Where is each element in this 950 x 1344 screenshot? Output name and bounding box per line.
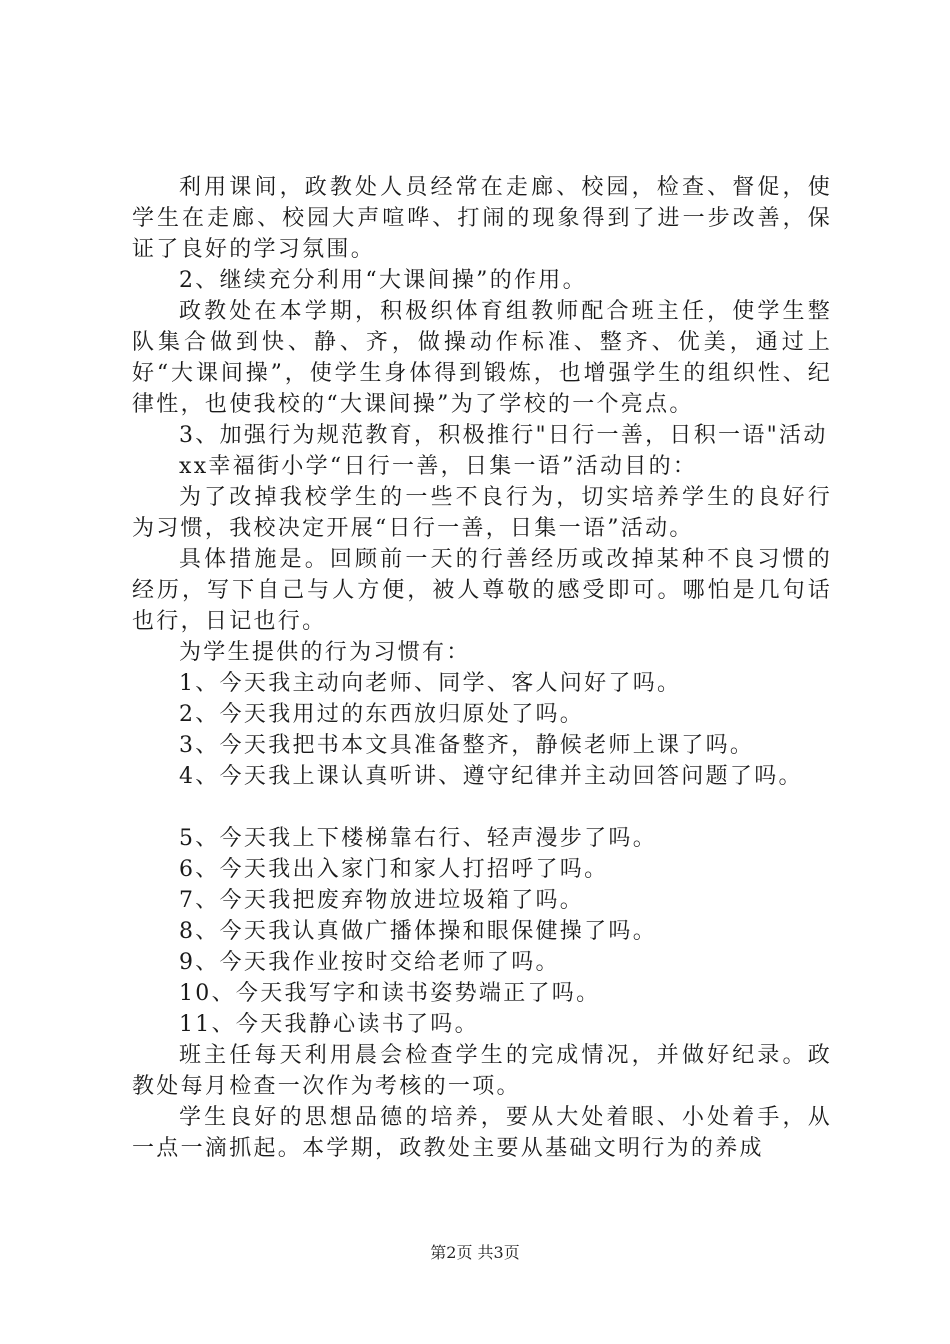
blank-line [132, 792, 832, 823]
paragraph: 政教处在本学期，积极织体育组教师配合班主任，使学生整队集合做到快、静、齐，做操动作标准、整齐、优美，通过上好“大课间操”，使学生身体得到锻炼，也增强学生的组织性、纪律性，也使我校的“大课间操”为了学校的一个亮点。 [132, 299, 832, 417]
paragraph: 具体措施是。回顾前一天的行善经历或改掉某种不良习惯的经历，写下自己与人方便，被人尊敬的感受即可。哪怕是几句话也行，日记也行。 [132, 547, 832, 634]
list-item: 6、今天我出入家门和家人打招呼了吗。 [179, 857, 609, 882]
list-item: 7、今天我把废弃物放进垃圾箱了吗。 [179, 888, 585, 913]
list-item: 5、今天我上下楼梯靠右行、轻声漫步了吗。 [179, 826, 657, 851]
list-item: 3、今天我把书本文具准备整齐，静候老师上课了吗。 [179, 733, 755, 758]
list-item: 8、今天我认真做广播体操和眼保健操了吗。 [179, 919, 657, 944]
paragraph: 为学生提供的行为习惯有： [179, 640, 471, 665]
list-item: 1、今天我主动向老师、同学、客人问好了吗。 [179, 671, 682, 696]
list-item: 2、今天我用过的东西放归原处了吗。 [179, 702, 585, 727]
page-number-footer: 第2页 共3页 [430, 1243, 520, 1262]
list-item: 9、今天我作业按时交给老师了吗。 [179, 950, 560, 975]
paragraph: 班主任每天利用晨会检查学生的完成情况，并做好纪录。政教处每月检查一次作为考核的一项。 [132, 1043, 832, 1099]
document-body [132, 172, 832, 1164]
paragraph: 学生良好的思想品德的培养，要从大处着眼、小处着手，从一点一滴抓起。本学期，政教处主要从基础文明行为的养成 [132, 1105, 832, 1161]
paragraph: xx幸福街小学“日行一善，日集一语”活动目的： [179, 454, 698, 479]
paragraph: 3、加强行为规范教育，积极推行"日行一善，日积一语"活动 [179, 423, 828, 448]
list-item: 11、今天我静心读书了吗。 [179, 1012, 479, 1037]
list-item: 10、今天我写字和读书姿势端正了吗。 [179, 981, 601, 1006]
paragraph: 利用课间，政教处人员经常在走廊、校园，检查、督促，使学生在走廊、校园大声喧哗、打闹的现象得到了进一步改善，保证了良好的学习氛围。 [132, 175, 832, 262]
paragraph: 2、继续充分利用“大课间操”的作用。 [179, 268, 587, 293]
list-item: 4、今天我上课认真听讲、遵守纪律并主动回答问题了吗。 [179, 764, 803, 789]
paragraph: 为了改掉我校学生的一些不良行为，切实培养学生的良好行为习惯，我校决定开展“日行一善，日集一语”活动。 [132, 485, 832, 541]
